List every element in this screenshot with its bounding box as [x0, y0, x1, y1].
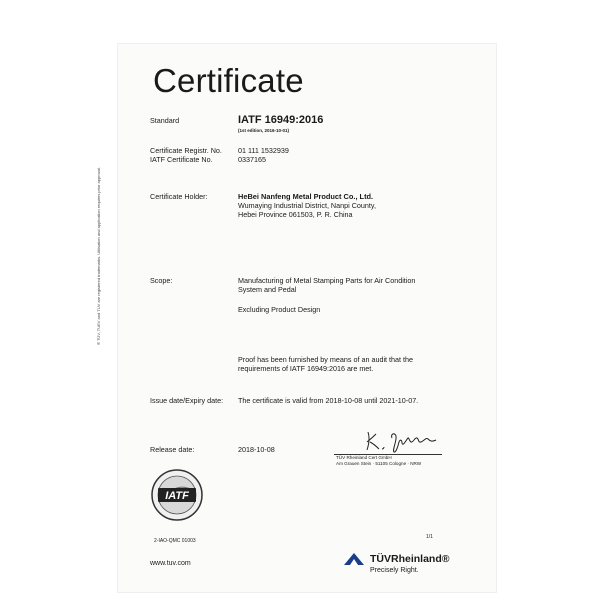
issuer-address: Am Grauen Stein · 51105 Cologne · NRW: [336, 461, 422, 466]
issue-label: Issue date/Expiry date:: [150, 396, 224, 405]
standard-value: IATF 16949:2016: [238, 114, 324, 126]
release-value: 2018-10-08: [238, 445, 275, 454]
scope-exclusion: Excluding Product Design: [238, 305, 321, 314]
tuv-brand-name: TÜVRheinland®: [370, 553, 450, 565]
holder-name: HeBei Nanfeng Metal Product Co., Ltd.: [238, 192, 374, 201]
issue-value: The certificate is valid from 2018-10-08 until 2021-10-07.: [238, 396, 419, 405]
iatf-no-value: 0337165: [238, 155, 266, 164]
tuv-triangle-icon: [342, 552, 366, 566]
iaqmc-code: 2-IAO-QMC 01003: [154, 538, 196, 544]
proof-line-2: requirements of IATF 16949:2016 are met.: [238, 364, 374, 373]
standard-label: Standard: [150, 116, 180, 125]
scope-label: Scope:: [150, 276, 173, 285]
proof-line-1: Proof has been furnished by means of an audit that the: [238, 355, 414, 364]
standard-edition: (1st edition, 2016-10-01): [238, 128, 290, 133]
certificate-title: Certificate: [153, 62, 304, 99]
registr-label: Certificate Registr. No.: [150, 146, 222, 155]
iatf-logo-text: IATF: [165, 490, 189, 502]
trademark-note: ® TÜV, TUEV and TUV are registered trademarks. Utilisation and application requires prior approval.: [96, 167, 101, 345]
scope-line-1: Manufacturing of Metal Stamping Parts for Air Condition: [238, 276, 416, 285]
iatf-no-label: IATF Certificate No.: [150, 155, 213, 164]
registr-value: 01 111 1532939: [238, 146, 289, 155]
scope-line-2: System and Pedal: [238, 285, 297, 294]
holder-address-2: Hebei Province 061503, P. R. China: [238, 210, 353, 219]
release-label: Release date:: [150, 445, 195, 454]
issuer-name: TÜV Rheinland Cert GmbH: [336, 455, 392, 460]
page-count: 1/1: [426, 534, 433, 540]
holder-label: Certificate Holder:: [150, 192, 208, 201]
signature: [362, 428, 442, 454]
website-link[interactable]: www.tuv.com: [150, 560, 191, 567]
tuv-slogan: Precisely Right.: [370, 567, 419, 574]
holder-address-1: Wumaying Industrial District, Nanpi County,: [238, 201, 376, 210]
iatf-logo-icon: [150, 468, 204, 522]
